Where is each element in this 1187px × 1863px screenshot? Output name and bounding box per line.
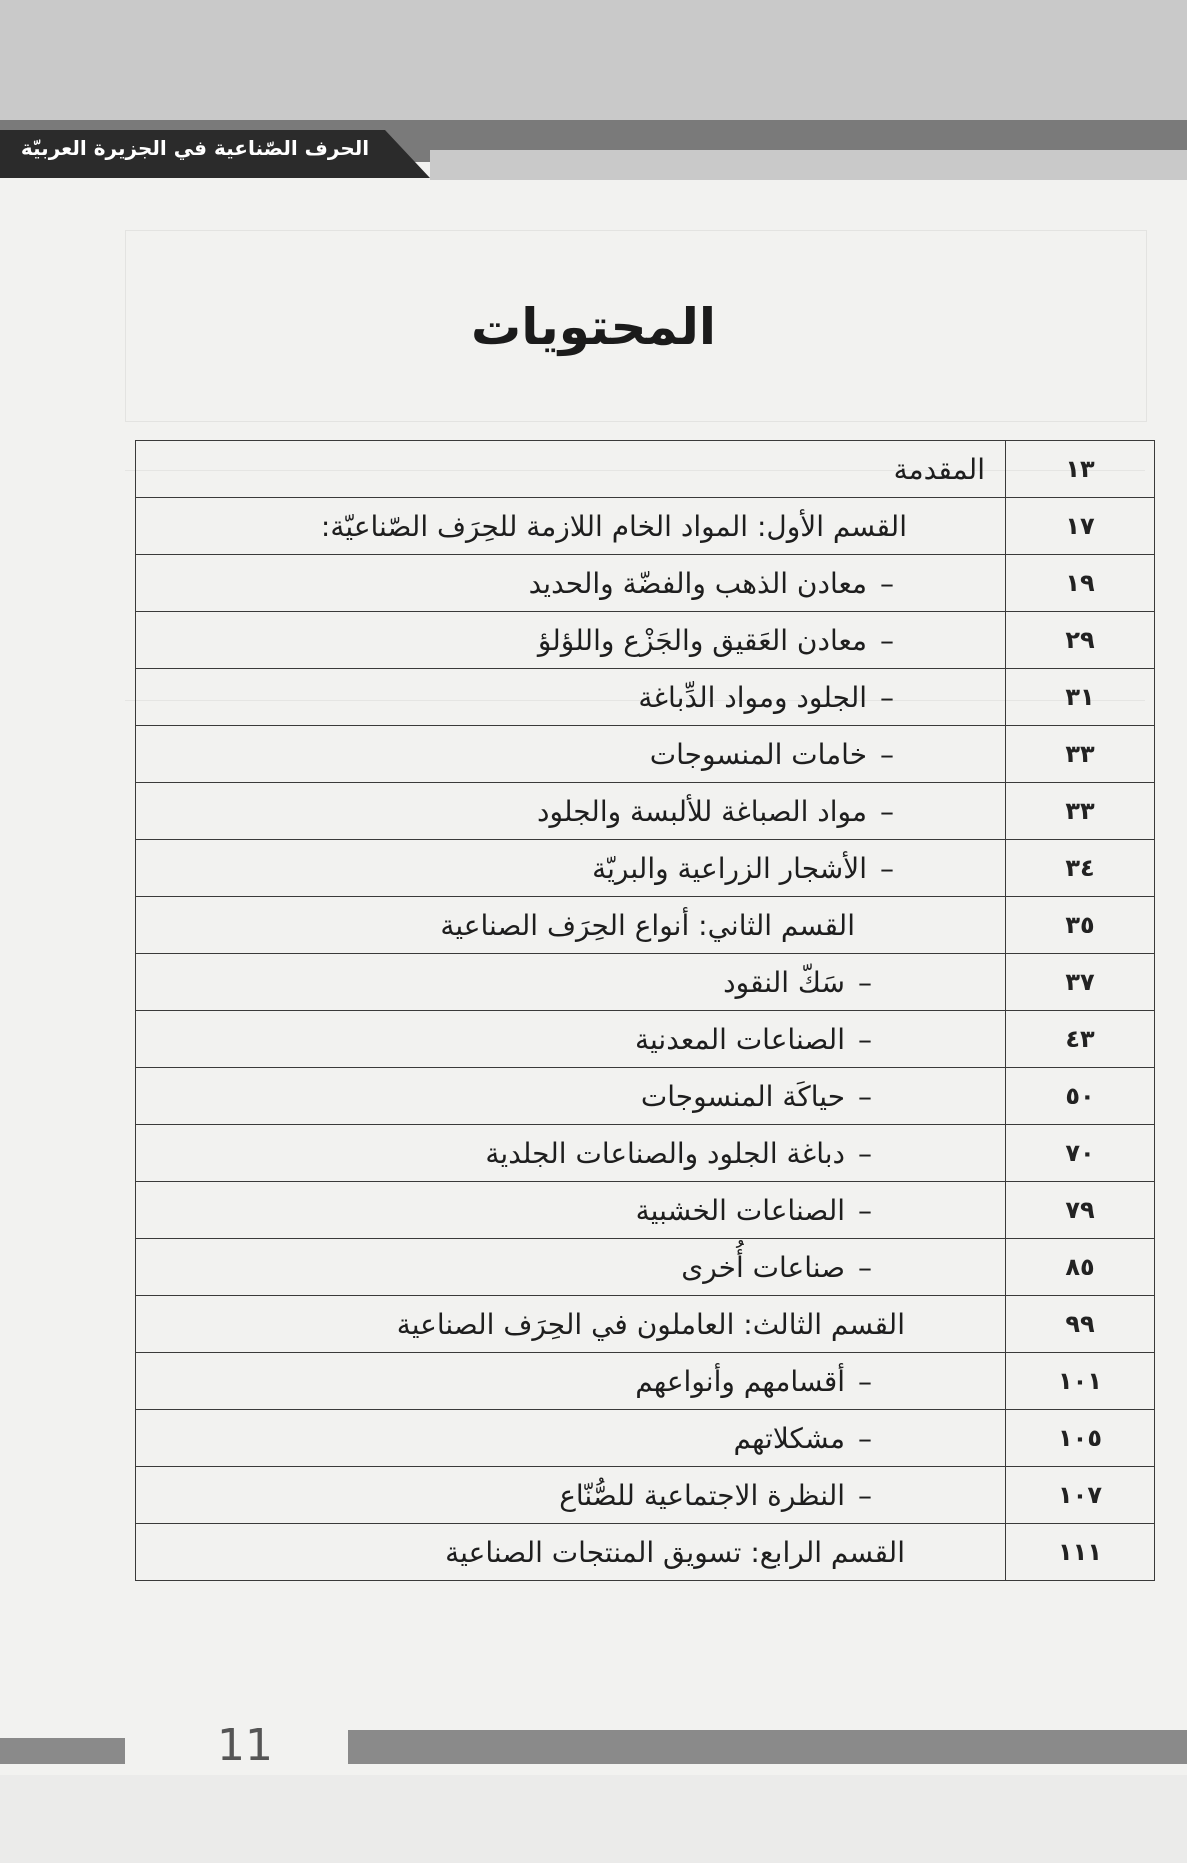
- toc-page-number: ٧٠: [1006, 1125, 1155, 1182]
- toc-bullet-dash: –: [858, 1136, 872, 1170]
- toc-entry: [136, 612, 1006, 669]
- toc-entry: [136, 840, 1006, 897]
- toc-entry: [136, 669, 1006, 726]
- toc-row: [136, 726, 1155, 783]
- contents-table: [135, 440, 1155, 1581]
- toc-row: [136, 1182, 1155, 1239]
- toc-page-number: ١٠٥: [1006, 1410, 1155, 1467]
- header-bar-light: [430, 150, 1187, 180]
- toc-entry: [136, 1296, 1006, 1353]
- toc-row: [136, 1524, 1155, 1581]
- toc-entry-label: سَكّ النقود: [723, 965, 845, 999]
- toc-entry-label: مشكلاتهم: [733, 1421, 845, 1455]
- toc-entry-label: دباغة الجلود والصناعات الجلدية: [485, 1136, 845, 1170]
- toc-entry-label: الجلود ومواد الدِّباغة: [638, 680, 867, 714]
- toc-entry: [136, 1125, 1006, 1182]
- toc-page-number: ٣٣: [1006, 783, 1155, 840]
- toc-entry-label: القسم الثالث: العاملون في الحِرَف الصناعية: [396, 1307, 905, 1341]
- toc-bullet-dash: –: [880, 794, 894, 828]
- toc-entry-label: النظرة الاجتماعية للصُّنّاع: [559, 1478, 845, 1512]
- toc-entry-label: خامات المنسوجات: [649, 737, 867, 771]
- toc-row: [136, 783, 1155, 840]
- toc-page-number: ١١١: [1006, 1524, 1155, 1581]
- toc-entry-label: صناعات أُخرى: [681, 1250, 845, 1284]
- toc-page-number: ٩٩: [1006, 1296, 1155, 1353]
- toc-row: [136, 1125, 1155, 1182]
- toc-row: [136, 441, 1155, 498]
- footer-bar-right: [348, 1730, 1187, 1764]
- toc-row: [136, 1467, 1155, 1524]
- toc-row: [136, 1296, 1155, 1353]
- toc-bullet-dash: –: [858, 1193, 872, 1227]
- toc-entry: [136, 726, 1006, 783]
- footer-bar-left: [0, 1738, 125, 1764]
- toc-page-number: ٤٣: [1006, 1011, 1155, 1068]
- toc-bullet-dash: –: [858, 965, 872, 999]
- toc-entry: [136, 1410, 1006, 1467]
- toc-entry-label: المقدمة: [893, 452, 985, 486]
- toc-bullet-dash: –: [880, 737, 894, 771]
- running-header-title: الحرف الصّناعية في الجزيرة العربيّة: [20, 136, 370, 160]
- toc-page-number: ٣٧: [1006, 954, 1155, 1011]
- toc-bullet-dash: –: [880, 623, 894, 657]
- toc-entry-label: الصناعات الخشبية: [635, 1193, 845, 1227]
- toc-page-number: ١٣: [1006, 441, 1155, 498]
- toc-entry: [136, 1353, 1006, 1410]
- toc-entry: [136, 1011, 1006, 1068]
- toc-bullet-dash: –: [858, 1364, 872, 1398]
- toc-entry-label: الصناعات المعدنية: [634, 1022, 845, 1056]
- toc-page-number: ٣٥: [1006, 897, 1155, 954]
- toc-row: [136, 612, 1155, 669]
- toc-entry: [136, 498, 1006, 555]
- toc-page-number: ١٠٧: [1006, 1467, 1155, 1524]
- toc-bullet-dash: –: [858, 1421, 872, 1455]
- toc-row: [136, 498, 1155, 555]
- toc-row: [136, 897, 1155, 954]
- toc-bullet-dash: –: [858, 1250, 872, 1284]
- toc-entry: [136, 1182, 1006, 1239]
- toc-entry: [136, 441, 1006, 498]
- toc-entry: [136, 783, 1006, 840]
- toc-page-number: ١٧: [1006, 498, 1155, 555]
- toc-entry-label: مواد الصباغة للألبسة والجلود: [537, 794, 867, 828]
- toc-entry-label: حياكَة المنسوجات: [640, 1079, 845, 1113]
- toc-page-number: ٧٩: [1006, 1182, 1155, 1239]
- toc-entry-label: القسم الرابع: تسويق المنتجات الصناعية: [445, 1535, 905, 1569]
- toc-entry-label: معادن الذهب والفضّة والحديد: [528, 566, 867, 600]
- toc-entry-label: القسم الأول: المواد الخام اللازمة للحِرَف الصّناعيّة:: [320, 509, 907, 543]
- toc-row: [136, 1410, 1155, 1467]
- toc-row: [136, 1068, 1155, 1125]
- toc-page-number: ٣٣: [1006, 726, 1155, 783]
- toc-bullet-dash: –: [858, 1079, 872, 1113]
- bottom-margin: [0, 1775, 1187, 1863]
- toc-entry-label: معادن العَقيق والجَزْع واللؤلؤ: [537, 623, 867, 657]
- toc-page-number: ٨٥: [1006, 1239, 1155, 1296]
- toc-entry-label: الأشجار الزراعية والبريّة: [592, 851, 867, 885]
- toc-entry: [136, 1467, 1006, 1524]
- page-number: 11: [217, 1720, 273, 1771]
- toc-entry: [136, 1239, 1006, 1296]
- toc-entry: [136, 954, 1006, 1011]
- toc-row: [136, 555, 1155, 612]
- toc-page-number: ٣١: [1006, 669, 1155, 726]
- page-title: المحتويات: [470, 298, 717, 356]
- toc-page-number: ١٩: [1006, 555, 1155, 612]
- toc-row: [136, 840, 1155, 897]
- toc-entry-label: القسم الثاني: أنواع الحِرَف الصناعية: [440, 908, 855, 942]
- toc-page-number: ٥٠: [1006, 1068, 1155, 1125]
- toc-page-number: ٣٤: [1006, 840, 1155, 897]
- toc-bullet-dash: –: [880, 566, 894, 600]
- toc-bullet-dash: –: [858, 1478, 872, 1512]
- toc-row: [136, 1353, 1155, 1410]
- toc-entry: [136, 1068, 1006, 1125]
- toc-entry: [136, 1524, 1006, 1581]
- toc-row: [136, 669, 1155, 726]
- toc-entry-label: أقسامهم وأنواعهم: [635, 1364, 845, 1398]
- toc-row: [136, 1011, 1155, 1068]
- toc-entry: [136, 555, 1006, 612]
- toc-entry: [136, 897, 1006, 954]
- toc-bullet-dash: –: [880, 680, 894, 714]
- toc-bullet-dash: –: [880, 851, 894, 885]
- top-margin: [0, 0, 1187, 120]
- toc-page-number: ١٠١: [1006, 1353, 1155, 1410]
- toc-row: [136, 954, 1155, 1011]
- toc-bullet-dash: –: [858, 1022, 872, 1056]
- toc-row: [136, 1239, 1155, 1296]
- toc-page-number: ٢٩: [1006, 612, 1155, 669]
